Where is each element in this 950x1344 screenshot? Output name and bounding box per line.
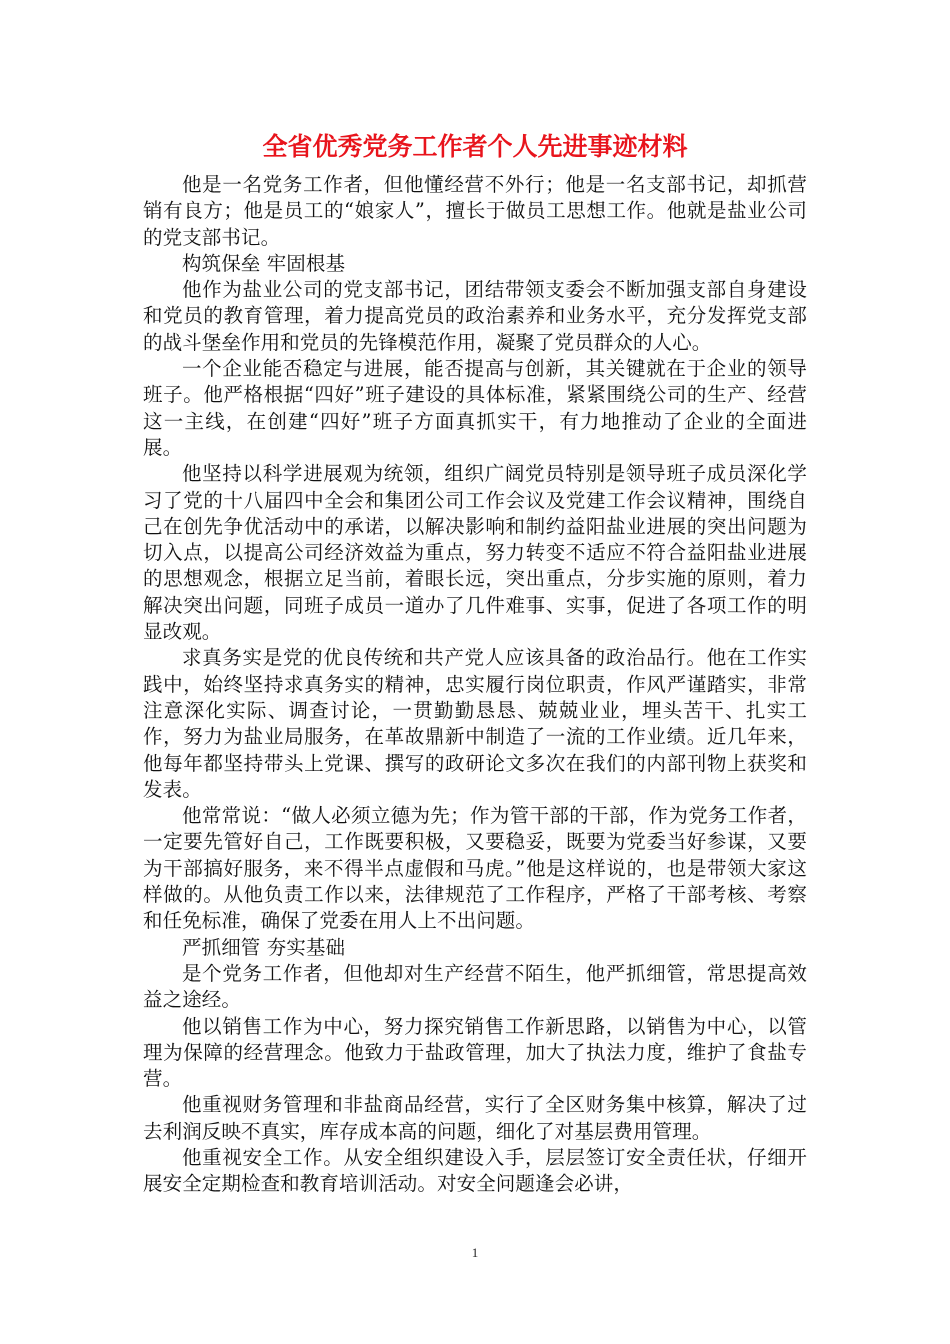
paragraph: 他以销售工作为中心，努力探究销售工作新思路，以销售为中心，以管理为保障的经营理念。他致力于盐政管理，加大了执法力度，维护了食盐专营。 [143, 1014, 807, 1091]
paragraph: 是个党务工作者，但他却对生产经营不陌生，他严抓细管，常思提高效益之途经。 [143, 961, 807, 1012]
document-body [143, 172, 807, 1198]
section-heading-build-fortress: 构筑保垒 牢固根基 [182, 251, 346, 275]
section-heading-strict-management: 严抓细管 夯实基础 [182, 935, 346, 959]
paragraph-intro: 他是一名党务工作者，但他懂经营不外行；他是一名支部书记，却抓营销有良方；他是员工的“娘家人”，擅长于做员工思想工作。他就是盐业公司的党支部书记。 [143, 173, 807, 249]
paragraph: 他作为盐业公司的党支部书记，团结带领支委会不断加强支部自身建设和党员的教育管理，着力提高党员的政治素养和业务水平，充分发挥党支部的战斗堡垒作用和党员的先锋模范作用，凝聚了党员群众的人心。 [143, 278, 807, 354]
paragraph: 求真务实是党的优良传统和共产党人应该具备的政治品行。他在工作实践中，始终坚持求真务实的精神，忠实履行岗位职责，作风严谨踏实，非常注意深化实际、调查讨论，一贯勤勤恳恳、兢兢业业，埋头苦干、扎实工作，努力为盐业局服务，在革故鼎新中制造了一流的工作业绩。近几年来，他每年都坚持带头上党课、撰写的政研论文多次在我们的内部刊物上获奖和发表。 [143, 646, 807, 801]
paragraph: 他坚持以科学进展观为统领，组织广阔党员特别是领导班子成员深化学习了党的十八届四中全会和集团公司工作会议及党建工作会议精神，围绕自己在创先争优活动中的承诺，以解决影响和制约益阳盐业进展的突出问题为切入点，以提高公司经济效益为重点，努力转变不适应不符合益阳盐业进展的思想观念，根据立足当前，着眼长远，突出重点，分步实施的原则，着力解决突出问题，同班子成员一道办了几件难事、实事，促进了各项工作的明显改观。 [143, 462, 807, 644]
paragraph: 他常常说：“做人必须立德为先；作为管干部的干部，作为党务工作者，一定要先管好自己，工作既要积极，又要稳妥，既要为党委当好参谋，又要为干部搞好服务，来不得半点虚假和马虎。”他是这样说的，也是带领大家这样做的。从他负责工作以来，法律规范了工作程序，严格了干部考核、考察和任免标准，确保了党委在用人上不出问题。 [143, 804, 807, 933]
page-number: 1 [471, 1245, 479, 1260]
paragraph: 他重视财务管理和非盐商品经营，实行了全区财务集中核算，解决了过去利润反映不真实，库存成本高的问题，细化了对基层费用管理。 [143, 1093, 807, 1143]
paragraph: 他重视安全工作。从安全组织建设入手，层层签订安全责任状，仔细开展安全定期检查和教育培训活动。对安全问题逢会必讲， [143, 1145, 807, 1196]
paragraph: 一个企业能否稳定与进展，能否提高与创新，其关键就在于企业的领导班子。他严格根据“四好”班子建设的具体标准，紧紧围绕公司的生产、经营这一主线，在创建“四好”班子方面真抓实干，有力地推动了企业的全面进展。 [143, 357, 807, 459]
document-title: 全省优秀党务工作者个人先进事迹材料 [262, 132, 688, 161]
